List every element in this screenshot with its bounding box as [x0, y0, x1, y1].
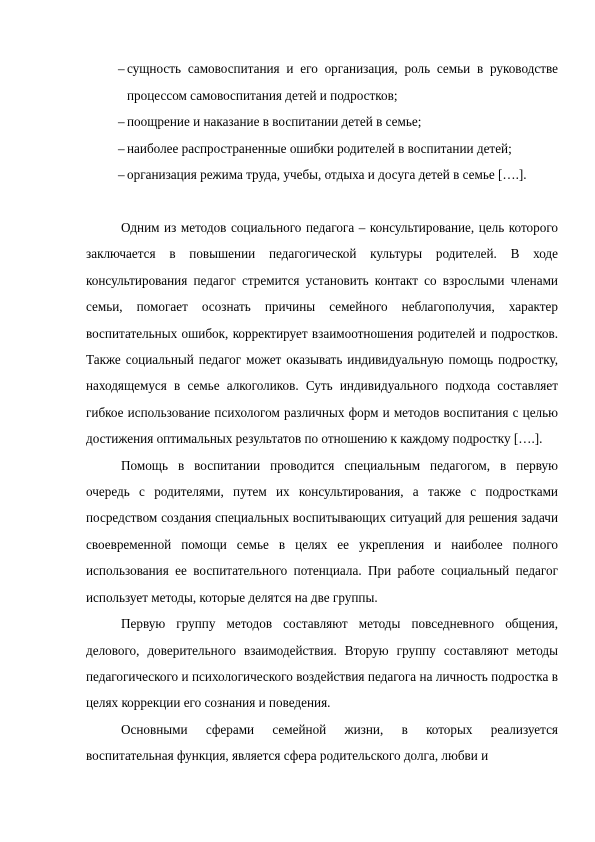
bullet-dash: – — [118, 167, 125, 182]
paragraph-consulting: Одним из методов социального педагога – консультирование, цель которого заключается в повышении педагогической культуры родителей. В ходе консультирования педагог стремится установить контакт со взрослыми членами семьи, помогает осознать причины семейного неблагополучия, характер воспитательных ошибок, корректирует взаимоотношения родителей и подростков. Также социальный педагог может оказывать индивидуальную помощь подростку, находящемуся в семье алкоголиков. Суть индивидуального подхода составляет гибкое использование психологом различных форм и методов воспитания с целью достижения оптимальных результатов по отношению к каждому подростку [….]. — [86, 220, 558, 447]
bullet-text: организация режима труда, учебы, отдыха и досуга детей в семье [….]. — [127, 167, 527, 182]
paragraph-upbringing-help: Помощь в воспитании проводится специальным педагогом, в первую очередь с родителями, путем их консультирования, а также с подростками посредством создания специальных воспитывающих ситуаций для решения задачи своевременной помощи семье в целях ее укрепления и наиболее полного использования ее воспитательного потенциала. При работе социальный педагог использует методы, которые делятся на две группы. — [86, 457, 558, 605]
bullet-list — [118, 56, 558, 189]
bullet-dash: – — [118, 114, 125, 129]
bullet-item-parent-mistakes — [118, 136, 558, 163]
bullet-item-reward-punishment — [118, 109, 558, 136]
bullet-dash: – — [118, 61, 125, 76]
bullet-text: сущность самовоспитания и его организация, роль семьи в руководстве процессом самовоспитания детей и подростков; — [127, 61, 558, 103]
bullet-text: поощрение и наказание в воспитании детей в семье; — [127, 114, 422, 129]
bullet-text: наиболее распространенные ошибки родителей в воспитании детей; — [127, 140, 512, 156]
bullet-item-self-education — [118, 56, 558, 109]
bullet-item-daily-regime — [118, 162, 558, 189]
body-text — [86, 215, 558, 770]
paragraph-method-groups: Первую группу методов составляют методы повседневного общения, делового, доверительного взаимодействия. Вторую группу составляют методы педагогического и психологического воздействия педагога на личность подростка в целях коррекции его сознания и поведения. — [86, 616, 558, 711]
paragraph-family-spheres: Основными сферами семейной жизни, в которых реализуется воспитательная функция, является сфера родительского долга, любви и — [86, 721, 558, 764]
bullet-dash: – — [118, 140, 125, 156]
